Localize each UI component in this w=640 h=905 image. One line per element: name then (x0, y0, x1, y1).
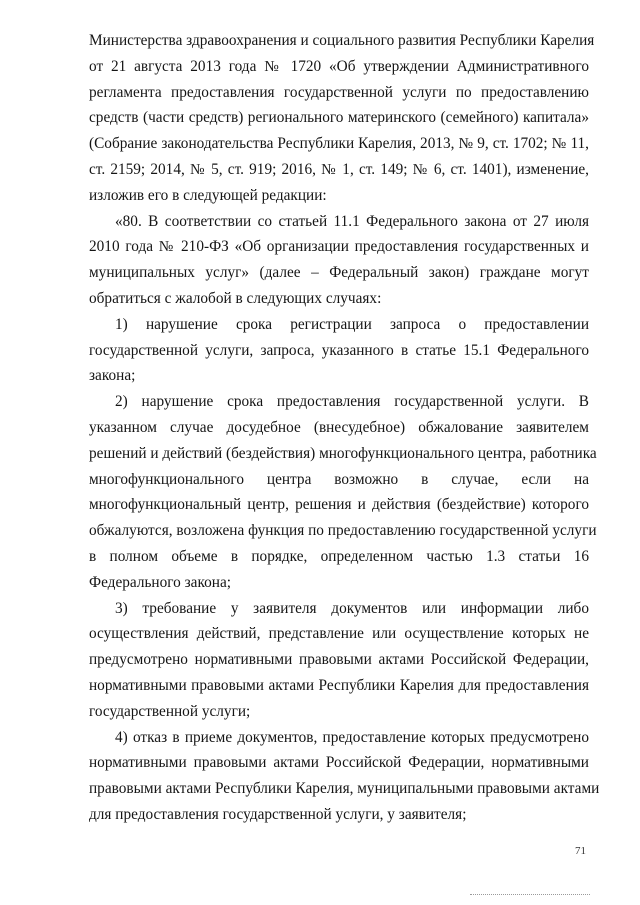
text-line: 1) нарушение срока регистрации запроса о предоставлении (115, 315, 589, 333)
text-line: многофункционального центра возможно в случае, если на (89, 470, 589, 488)
text-line: государственной услуги, запроса, указанного в статье 15.1 Федерального (89, 341, 589, 359)
text-line: 2010 года № 210-ФЗ «Об организации предоставления государственных и (89, 238, 589, 256)
text-line: Министерства здравоохранения и социального развития Республики Карелия (89, 32, 595, 49)
text-line: от 21 августа 2013 года № 1720 «Об утверждении Административного (89, 57, 589, 75)
text-line: нормативными правовыми актами Республики Карелия для предоставления (89, 676, 589, 694)
scan-artifact-dots (470, 894, 590, 897)
text-line: многофункциональный центр, решения и действия (бездействие) которого (89, 496, 589, 514)
text-line: государственной услуги; (89, 702, 251, 720)
text-line: Федерального закона; (89, 573, 231, 591)
text-line: 2) нарушение срока предоставления государственной услуги. В (115, 393, 589, 411)
text-line: закона; (89, 367, 136, 385)
text-line: ст. 2159; 2014, № 5, ст. 919; 2016, № 1, ст. 149; № 6, ст. 1401), изменение, (89, 160, 589, 178)
text-line: муниципальных услуг» (далее – Федеральный закон) граждане могут (89, 264, 589, 282)
document-body-text (89, 28, 600, 828)
text-line: обратиться с жалобой в следующих случаях: (89, 289, 382, 307)
text-line: средств (части средств) регионального материнского (семейного) капитала» (89, 109, 589, 127)
text-line: регламента предоставления государственной услуги по предоставлению (89, 83, 589, 101)
text-line: правовыми актами Республики Карелия, муниципальными правовыми актами (89, 780, 600, 798)
text-line: решений и действий (бездействия) многофункционального центра, работника (89, 444, 597, 462)
text-line: для предоставления государственной услуги, у заявителя; (89, 805, 467, 823)
text-line: изложив его в следующей редакции: (89, 186, 327, 204)
text-line: предусмотрено нормативными правовыми актами Российской Федерации, (89, 651, 589, 669)
text-line: нормативными правовыми актами Российской Федерации, нормативными (89, 754, 589, 772)
page-number: 71 (575, 845, 586, 857)
text-line: 3) требование у заявителя документов или информации либо (115, 599, 589, 617)
text-line: указанном случае досудебное (внесудебное) обжалование заявителем (89, 418, 589, 436)
text-line: 4) отказ в приеме документов, предоставление которых предусмотрено (115, 728, 589, 746)
text-line: (Собрание законодательства Республики Карелия, 2013, № 9, ст. 1702; № 11, (89, 135, 589, 153)
text-line: «80. В соответствии со статьей 11.1 Федерального закона от 27 июля (115, 212, 589, 230)
text-line: в полном объеме в порядке, определенном частью 1.3 статьи 16 (89, 547, 589, 565)
text-line: осуществления действий, представление или осуществление которых не (89, 625, 589, 643)
text-line: обжалуются, возложена функция по предоставлению государственной услуги (89, 522, 597, 540)
